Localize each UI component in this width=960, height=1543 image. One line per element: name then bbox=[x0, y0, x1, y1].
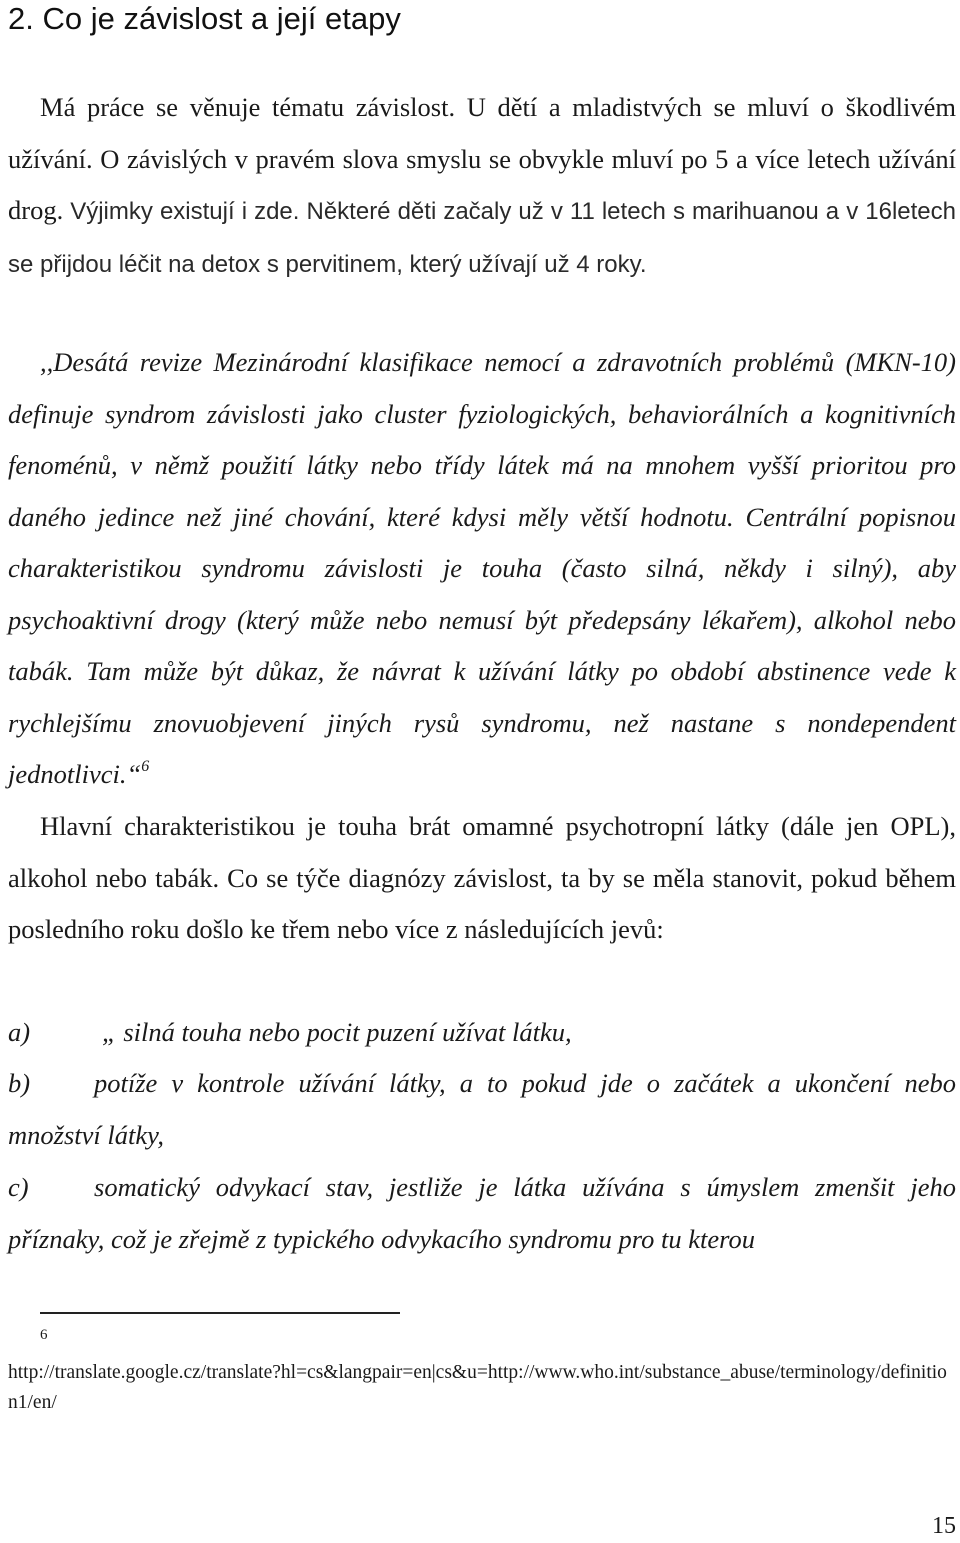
footnote-reference[interactable]: 6 bbox=[141, 758, 150, 775]
quotation-paragraph bbox=[8, 337, 956, 801]
list-item-letter: a) bbox=[8, 1017, 31, 1047]
intro-paragraph-sans: Výjimky existují i zde. Některé děti začaly už v 11 letech s marihuanou a v 16letech se přijdou léčit na detox s pervitinem, který užívají už 4 roky. bbox=[8, 198, 956, 278]
footnote-divider bbox=[40, 1312, 400, 1314]
quotation-text: ,,Desátá revize Mezinárodní klasifikace nemocí a zdravotních problémů (MKN-10) definuje syndrom závislosti jako cluster fyziologických, behaviorálních a kognitivních fenoménů, v němž použití látky nebo třídy látek má na mnohem vyšší prioritou pro daného jedince než jiné chování, které kdysi měly větší hodnotu. Centrální popisnou charakteristikou syndromu závislosti je touha (často silná, někdy i silný), aby psychoaktivní drogy (který může nebo nemusí být předepsány lékařem), alkohol nebo tabák. Tam může být důkaz, že návrat k užívání látky po období abstinence vede k rychlejšímu znovuobjevení jiných rysů syndromu, než nastane s nondependent jednotlivci.“ bbox=[8, 347, 956, 789]
list-item-text: somatický odvykací stav, jestliže je látka užívána s úmyslem zmenšit jeho příznaky, což je zřejmě z typického odvykacího syndromu pro tu kterou bbox=[8, 1172, 956, 1254]
list-item-c bbox=[8, 1162, 956, 1265]
section-heading: 2. Co je závislost a její etapy bbox=[8, 1, 401, 36]
intro-paragraph bbox=[8, 82, 956, 290]
list-item-letter: b) bbox=[8, 1068, 31, 1098]
footnote-number: 6 bbox=[40, 1327, 48, 1343]
diagnosis-paragraph: Hlavní charakteristikou je touha brát omamné psychotropní látky (dále jen OPL), alkohol nebo tabák. Co se týče diagnózy závislost, ta by se měla stanovit, pokud během posledního roku došlo ke třem nebo více z následujících jevů: bbox=[8, 811, 956, 944]
footnote-link[interactable]: http://translate.google.cz/translate?hl=cs&langpair=en|cs&u=http://www.who.int/substance_abuse/terminology/definition1/en/ bbox=[8, 1362, 947, 1413]
list-item-text: „ silná touha nebo pocit puzení užívat látku, bbox=[102, 1017, 572, 1047]
list-item-a bbox=[8, 1007, 956, 1059]
list-item-text: potíže v kontrole užívání látky, a to pokud jde o začátek a ukončení nebo množství látky, bbox=[8, 1068, 956, 1150]
intro-paragraph-serif: Má práce se věnuje tématu závislost. U dětí a mladistvých se mluví o škodlivém užívání. O závislých v pravém slova smyslu se obvykle mluví po 5 a více letech užívání drog. bbox=[8, 92, 956, 225]
list-item-letter: c) bbox=[8, 1172, 29, 1202]
page-number: 15 bbox=[932, 1513, 956, 1539]
list-item-b bbox=[8, 1058, 956, 1161]
